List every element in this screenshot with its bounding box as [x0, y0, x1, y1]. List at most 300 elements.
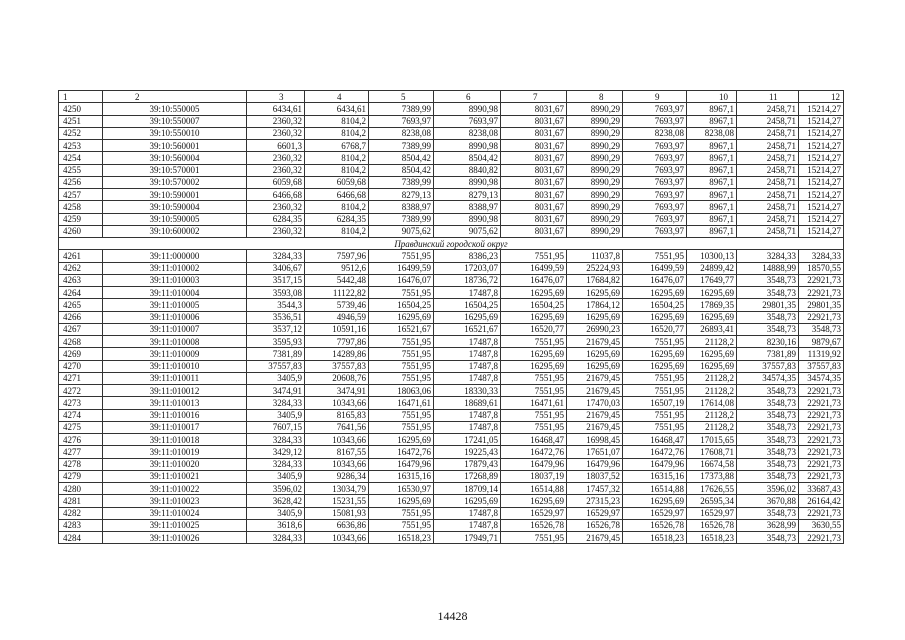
value-cell: 7693,97	[623, 225, 687, 237]
value-cell: 6434,61	[247, 103, 305, 115]
table-row	[59, 225, 844, 237]
row-number-cell: 4268	[59, 336, 103, 348]
value-cell: 6434,61	[305, 103, 369, 115]
value-cell: 8990,98	[434, 176, 501, 188]
value-cell: 10343,66	[305, 434, 369, 446]
value-cell: 3628,99	[737, 519, 799, 531]
value-cell: 16295,69	[501, 360, 567, 372]
value-cell: 8840,82	[434, 164, 501, 176]
value-cell: 19225,43	[434, 446, 501, 458]
cadastral-number-cell: 39:11:010019	[103, 446, 247, 458]
value-cell: 7693,97	[623, 164, 687, 176]
value-cell: 16998,45	[567, 434, 623, 446]
row-number-cell: 4274	[59, 409, 103, 421]
value-cell: 3548,73	[737, 446, 799, 458]
value-cell: 5442,48	[305, 274, 369, 286]
value-cell: 7551,95	[369, 421, 434, 433]
value-cell: 3284,33	[247, 397, 305, 409]
value-cell: 3474,91	[247, 385, 305, 397]
value-cell: 16514,88	[623, 483, 687, 495]
value-cell: 3284,33	[799, 250, 844, 262]
value-cell: 7551,95	[369, 348, 434, 360]
value-cell: 8238,08	[623, 127, 687, 139]
value-cell: 3548,73	[737, 397, 799, 409]
value-cell: 16529,97	[501, 507, 567, 519]
section-header-row	[59, 238, 844, 250]
row-number-cell: 4258	[59, 201, 103, 213]
value-cell: 2458,71	[737, 115, 799, 127]
cadastral-number-cell: 39:11:010008	[103, 336, 247, 348]
value-cell: 8031,67	[501, 201, 567, 213]
value-cell: 16499,59	[623, 262, 687, 274]
value-cell: 22921,73	[799, 274, 844, 286]
section-title: Правдинский городской округ	[59, 238, 844, 250]
value-cell: 26990,23	[567, 323, 623, 335]
value-cell: 15214,27	[799, 115, 844, 127]
value-cell: 7693,97	[623, 115, 687, 127]
value-cell: 2458,71	[737, 189, 799, 201]
value-cell: 16521,67	[434, 323, 501, 335]
value-cell: 16529,97	[623, 507, 687, 519]
value-cell: 16295,69	[567, 311, 623, 323]
value-cell: 16518,23	[687, 532, 737, 544]
value-cell: 17684,82	[567, 274, 623, 286]
value-cell: 8031,67	[501, 140, 567, 152]
value-cell: 8279,13	[434, 189, 501, 201]
value-cell: 7693,97	[623, 103, 687, 115]
value-cell: 10591,16	[305, 323, 369, 335]
value-cell: 15214,27	[799, 225, 844, 237]
cadastral-number-cell: 39:11:010017	[103, 421, 247, 433]
value-cell: 22921,73	[799, 385, 844, 397]
value-cell: 27315,23	[567, 495, 623, 507]
table-row	[59, 519, 844, 531]
value-cell: 21679,45	[567, 336, 623, 348]
value-cell: 8165,83	[305, 409, 369, 421]
table-row	[59, 152, 844, 164]
value-cell: 22921,73	[799, 446, 844, 458]
value-cell: 6636,86	[305, 519, 369, 531]
value-cell: 11037,8	[567, 250, 623, 262]
value-cell: 18037,52	[567, 470, 623, 482]
table-row	[59, 103, 844, 115]
value-cell: 18037,19	[501, 470, 567, 482]
value-cell: 16476,07	[501, 274, 567, 286]
table-row	[59, 421, 844, 433]
value-cell: 16295,69	[501, 311, 567, 323]
value-cell: 7551,95	[623, 250, 687, 262]
value-cell: 2360,32	[247, 164, 305, 176]
value-cell: 7551,95	[623, 421, 687, 433]
value-cell: 25224,93	[567, 262, 623, 274]
cadastral-number-cell: 39:11:010009	[103, 348, 247, 360]
value-cell: 17608,71	[687, 446, 737, 458]
value-cell: 2458,71	[737, 225, 799, 237]
value-cell: 16295,69	[623, 311, 687, 323]
value-cell: 3628,42	[247, 495, 305, 507]
value-cell: 3405,9	[247, 409, 305, 421]
value-cell: 3548,73	[737, 421, 799, 433]
value-cell: 7551,95	[369, 507, 434, 519]
value-cell: 3548,73	[737, 311, 799, 323]
row-number-cell: 4260	[59, 225, 103, 237]
cadastral-number-cell: 39:10:550010	[103, 127, 247, 139]
value-cell: 21128,2	[687, 421, 737, 433]
value-cell: 17268,89	[434, 470, 501, 482]
value-cell: 16295,69	[369, 434, 434, 446]
value-cell: 33687,43	[799, 483, 844, 495]
table-row	[59, 385, 844, 397]
row-number-cell: 4250	[59, 103, 103, 115]
value-cell: 21679,45	[567, 385, 623, 397]
value-cell: 7551,95	[501, 532, 567, 544]
value-cell: 8990,29	[567, 140, 623, 152]
table-row	[59, 336, 844, 348]
value-cell: 8031,67	[501, 152, 567, 164]
row-number-cell: 4251	[59, 115, 103, 127]
value-cell: 8104,2	[305, 115, 369, 127]
row-number-cell: 4262	[59, 262, 103, 274]
value-cell: 2458,71	[737, 213, 799, 225]
value-cell: 3548,73	[737, 287, 799, 299]
table-row	[59, 299, 844, 311]
value-cell: 8967,1	[687, 201, 737, 213]
cadastral-number-cell: 39:11:010003	[103, 274, 247, 286]
column-number-row	[59, 91, 844, 103]
value-cell: 17487,8	[434, 372, 501, 384]
row-number-cell: 4255	[59, 164, 103, 176]
table-row	[59, 458, 844, 470]
value-cell: 18570,55	[799, 262, 844, 274]
table-row	[59, 250, 844, 262]
cadastral-number-cell: 39:11:010006	[103, 311, 247, 323]
value-cell: 16295,69	[567, 287, 623, 299]
value-cell: 8386,23	[434, 250, 501, 262]
value-cell: 3517,15	[247, 274, 305, 286]
value-cell: 15214,27	[799, 152, 844, 164]
value-cell: 21679,45	[567, 421, 623, 433]
table-row	[59, 274, 844, 286]
value-cell: 17373,88	[687, 470, 737, 482]
value-cell: 22921,73	[799, 409, 844, 421]
value-cell: 10343,66	[305, 397, 369, 409]
value-cell: 16526,78	[567, 519, 623, 531]
value-cell: 2458,71	[737, 127, 799, 139]
value-cell: 8104,2	[305, 152, 369, 164]
value-cell: 22921,73	[799, 311, 844, 323]
value-cell: 26595,34	[687, 495, 737, 507]
value-cell: 6601,3	[247, 140, 305, 152]
value-cell: 2458,71	[737, 140, 799, 152]
cadastral-number-cell: 39:11:010021	[103, 470, 247, 482]
value-cell: 8104,2	[305, 127, 369, 139]
value-cell: 17470,03	[567, 397, 623, 409]
value-cell: 13034,79	[305, 483, 369, 495]
value-cell: 2458,71	[737, 201, 799, 213]
row-number-cell: 4263	[59, 274, 103, 286]
table-row	[59, 360, 844, 372]
value-cell: 3536,51	[247, 311, 305, 323]
value-cell: 8238,08	[434, 127, 501, 139]
value-cell: 17869,35	[687, 299, 737, 311]
table-row	[59, 495, 844, 507]
value-cell: 7551,95	[623, 336, 687, 348]
value-cell: 3429,12	[247, 446, 305, 458]
value-cell: 16476,07	[369, 274, 434, 286]
value-cell: 8990,29	[567, 164, 623, 176]
value-cell: 17487,8	[434, 287, 501, 299]
value-cell: 16468,47	[501, 434, 567, 446]
row-number-cell: 4257	[59, 189, 103, 201]
value-cell: 16526,78	[623, 519, 687, 531]
value-cell: 7693,97	[623, 152, 687, 164]
value-cell: 21679,45	[567, 409, 623, 421]
column-number: 11	[737, 91, 799, 103]
cadastral-number-cell: 39:10:590001	[103, 189, 247, 201]
table-row	[59, 409, 844, 421]
value-cell: 7551,95	[501, 421, 567, 433]
row-number-cell: 4264	[59, 287, 103, 299]
value-cell: 21128,2	[687, 372, 737, 384]
value-cell: 17487,8	[434, 519, 501, 531]
value-cell: 7693,97	[623, 189, 687, 201]
value-cell: 18689,61	[434, 397, 501, 409]
value-cell: 37557,83	[737, 360, 799, 372]
cadastral-number-cell: 39:11:010007	[103, 323, 247, 335]
value-cell: 3405,9	[247, 507, 305, 519]
value-cell: 7551,95	[501, 372, 567, 384]
value-cell: 16518,23	[623, 532, 687, 544]
value-cell: 8967,1	[687, 213, 737, 225]
value-cell: 21128,2	[687, 385, 737, 397]
value-cell: 17203,07	[434, 262, 501, 274]
table-row	[59, 213, 844, 225]
cadastral-number-cell: 39:11:010011	[103, 372, 247, 384]
value-cell: 16499,59	[369, 262, 434, 274]
value-cell: 7389,99	[369, 103, 434, 115]
value-cell: 6466,68	[305, 189, 369, 201]
value-cell: 16295,69	[623, 360, 687, 372]
value-cell: 8967,1	[687, 225, 737, 237]
value-cell: 26164,42	[799, 495, 844, 507]
value-cell: 22921,73	[799, 434, 844, 446]
value-cell: 2458,71	[737, 103, 799, 115]
table-row	[59, 397, 844, 409]
value-cell: 6466,68	[247, 189, 305, 201]
value-cell: 16504,25	[434, 299, 501, 311]
value-cell: 16521,67	[369, 323, 434, 335]
value-cell: 17487,8	[434, 421, 501, 433]
cadastral-number-cell: 39:11:010023	[103, 495, 247, 507]
value-cell: 16295,69	[687, 287, 737, 299]
row-number-cell: 4281	[59, 495, 103, 507]
value-cell: 7551,95	[623, 372, 687, 384]
row-number-cell: 4275	[59, 421, 103, 433]
value-cell: 16472,76	[623, 446, 687, 458]
value-cell: 8238,08	[687, 127, 737, 139]
value-cell: 8990,29	[567, 213, 623, 225]
value-cell: 3548,73	[737, 532, 799, 544]
value-cell: 17949,71	[434, 532, 501, 544]
value-cell: 8990,98	[434, 213, 501, 225]
value-cell: 22921,73	[799, 421, 844, 433]
value-cell: 8990,29	[567, 103, 623, 115]
table-row	[59, 262, 844, 274]
value-cell: 6284,35	[305, 213, 369, 225]
value-cell: 16504,25	[369, 299, 434, 311]
cadastral-number-cell: 39:11:010010	[103, 360, 247, 372]
value-cell: 7607,15	[247, 421, 305, 433]
column-number: 1	[59, 91, 103, 103]
value-cell: 7551,95	[369, 519, 434, 531]
value-cell: 3284,33	[247, 250, 305, 262]
table-row	[59, 127, 844, 139]
value-cell: 8031,67	[501, 225, 567, 237]
value-cell: 8967,1	[687, 164, 737, 176]
value-cell: 9512,6	[305, 262, 369, 274]
value-cell: 17864,12	[567, 299, 623, 311]
value-cell: 16526,78	[687, 519, 737, 531]
value-cell: 21679,45	[567, 532, 623, 544]
row-number-cell: 4252	[59, 127, 103, 139]
value-cell: 2360,32	[247, 225, 305, 237]
cadastral-number-cell: 39:11:010002	[103, 262, 247, 274]
value-cell: 7693,97	[623, 140, 687, 152]
value-cell: 16479,96	[623, 458, 687, 470]
value-cell: 37557,83	[799, 360, 844, 372]
value-cell: 8990,29	[567, 127, 623, 139]
cadastral-number-cell: 39:10:590005	[103, 213, 247, 225]
cadastral-number-cell: 39:11:010026	[103, 532, 247, 544]
value-cell: 14888,99	[737, 262, 799, 274]
value-cell: 16295,69	[567, 348, 623, 360]
value-cell: 15214,27	[799, 127, 844, 139]
cadastral-number-cell: 39:10:560001	[103, 140, 247, 152]
value-cell: 16295,69	[623, 495, 687, 507]
row-number-cell: 4266	[59, 311, 103, 323]
value-cell: 15214,27	[799, 164, 844, 176]
value-cell: 8990,29	[567, 152, 623, 164]
value-cell: 18736,72	[434, 274, 501, 286]
table-row	[59, 372, 844, 384]
value-cell: 7597,96	[305, 250, 369, 262]
value-cell: 3595,93	[247, 336, 305, 348]
column-number: 8	[567, 91, 623, 103]
column-number: 9	[623, 91, 687, 103]
value-cell: 3284,33	[247, 532, 305, 544]
value-cell: 17487,8	[434, 507, 501, 519]
value-cell: 18330,33	[434, 385, 501, 397]
row-number-cell: 4282	[59, 507, 103, 519]
value-cell: 16479,96	[567, 458, 623, 470]
value-cell: 16479,96	[501, 458, 567, 470]
value-cell: 16295,69	[434, 311, 501, 323]
value-cell: 7693,97	[623, 201, 687, 213]
value-cell: 22921,73	[799, 287, 844, 299]
value-cell: 16295,69	[623, 287, 687, 299]
value-cell: 21679,45	[567, 372, 623, 384]
value-cell: 3596,02	[247, 483, 305, 495]
cadastral-number-cell: 39:11:010016	[103, 409, 247, 421]
column-number: 12	[799, 91, 844, 103]
value-cell: 11122,82	[305, 287, 369, 299]
value-cell: 16471,61	[369, 397, 434, 409]
table-row	[59, 483, 844, 495]
table-row	[59, 348, 844, 360]
value-cell: 16472,76	[501, 446, 567, 458]
cadastral-number-cell: 39:11:010013	[103, 397, 247, 409]
value-cell: 7551,95	[369, 360, 434, 372]
table-row	[59, 311, 844, 323]
value-cell: 3670,88	[737, 495, 799, 507]
value-cell: 16295,69	[567, 360, 623, 372]
cadastral-number-cell: 39:11:010022	[103, 483, 247, 495]
value-cell: 7551,95	[369, 409, 434, 421]
value-cell: 10343,66	[305, 458, 369, 470]
value-cell: 8967,1	[687, 189, 737, 201]
value-cell: 8967,1	[687, 176, 737, 188]
value-cell: 16315,16	[623, 470, 687, 482]
value-cell: 3548,73	[799, 323, 844, 335]
value-cell: 17487,8	[434, 336, 501, 348]
value-cell: 2360,32	[247, 201, 305, 213]
value-cell: 3544,3	[247, 299, 305, 311]
cadastral-number-cell: 39:10:600002	[103, 225, 247, 237]
value-cell: 8031,67	[501, 127, 567, 139]
value-cell: 15214,27	[799, 201, 844, 213]
value-cell: 16520,77	[501, 323, 567, 335]
value-cell: 16471,61	[501, 397, 567, 409]
table-row	[59, 470, 844, 482]
value-cell: 8031,67	[501, 176, 567, 188]
value-cell: 3548,73	[737, 507, 799, 519]
row-number-cell: 4276	[59, 434, 103, 446]
value-cell: 3548,73	[737, 434, 799, 446]
value-cell: 8104,2	[305, 164, 369, 176]
value-cell: 24899,42	[687, 262, 737, 274]
cadastral-number-cell: 39:11:010024	[103, 507, 247, 519]
value-cell: 16674,58	[687, 458, 737, 470]
column-number: 2	[103, 91, 247, 103]
value-cell: 5739,46	[305, 299, 369, 311]
value-cell: 16518,23	[369, 532, 434, 544]
row-number-cell: 4265	[59, 299, 103, 311]
value-cell: 7389,99	[369, 140, 434, 152]
value-cell: 16295,69	[501, 287, 567, 299]
value-cell: 15214,27	[799, 103, 844, 115]
value-cell: 16526,78	[501, 519, 567, 531]
value-cell: 18063,06	[369, 385, 434, 397]
row-number-cell: 4279	[59, 470, 103, 482]
value-cell: 16295,69	[369, 495, 434, 507]
value-cell: 3537,12	[247, 323, 305, 335]
value-cell: 8990,29	[567, 225, 623, 237]
data-table	[58, 90, 844, 544]
value-cell: 17651,07	[567, 446, 623, 458]
value-cell: 4946,59	[305, 311, 369, 323]
value-cell: 9075,62	[369, 225, 434, 237]
value-cell: 16468,47	[623, 434, 687, 446]
value-cell: 6059,68	[247, 176, 305, 188]
row-number-cell: 4256	[59, 176, 103, 188]
value-cell: 7381,89	[247, 348, 305, 360]
value-cell: 2360,32	[247, 115, 305, 127]
value-cell: 16530,97	[369, 483, 434, 495]
value-cell: 8230,16	[737, 336, 799, 348]
value-cell: 8031,67	[501, 164, 567, 176]
row-number-cell: 4272	[59, 385, 103, 397]
value-cell: 3284,33	[247, 458, 305, 470]
